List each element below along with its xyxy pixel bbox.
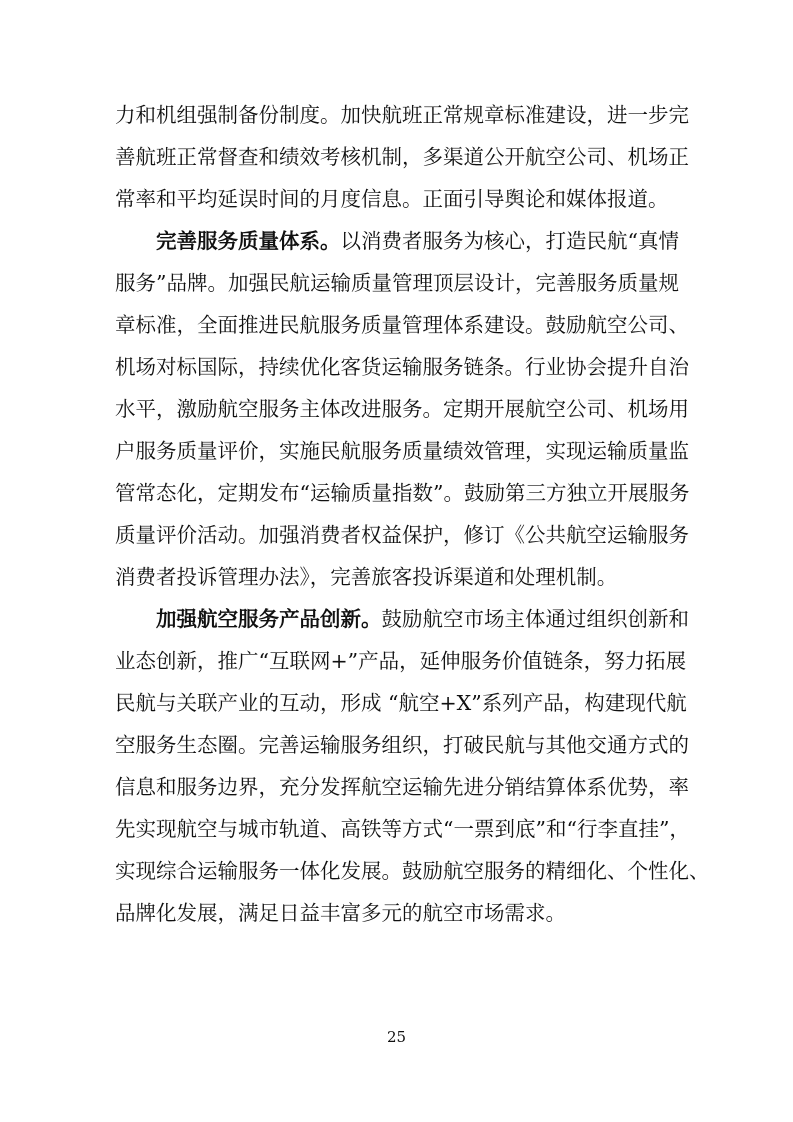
paragraph-2-line-7: 管常态化，定期发布“运输质量指数”。鼓励第三方独立开展服务 (115, 481, 690, 505)
paragraph-3-line-4: 空服务生态圈。完善运输服务组织，打破民航与其他交通方式的 (115, 733, 689, 757)
paragraph-2-first-line (156, 229, 679, 253)
paragraph-3-heading: 加强航空服务产品创新。 (156, 607, 382, 631)
paragraph-3-line-8: 品牌化发展，满足日益丰富多元的航空市场需求。 (115, 901, 566, 925)
paragraph-1-line-3: 常率和平均延误时间的月度信息。正面引导舆论和媒体报道。 (115, 187, 669, 211)
paragraph-2-heading: 完善服务质量体系。 (156, 229, 341, 253)
paragraph-2-line-2: 服务”品牌。加强民航运输质量管理顶层设计，完善服务质量规 (115, 271, 679, 295)
paragraph-2-line-4: 机场对标国际，持续优化客货运输服务链条。行业协会提升自治 (115, 355, 689, 379)
paragraph-2-line-6: 户服务质量评价，实施民航服务质量绩效管理，实现运输质量监 (115, 439, 689, 463)
paragraph-3-line-6: 先实现航空与城市轨道、高铁等方式“一票到底”和“行李直挂”， (115, 817, 690, 841)
paragraph-2-line-9: 消费者投诉管理办法》，完善旅客投诉渠道和处理机制。 (115, 565, 618, 589)
paragraph-3-line-7: 实现综合运输服务一体化发展。鼓励航空服务的精细化、个性化、 (115, 859, 710, 883)
page-number: 25 (386, 1028, 407, 1046)
paragraph-3-first-line (156, 607, 689, 631)
paragraph-2-line-5: 水平，激励航空服务主体改进服务。定期开展航空公司、机场用 (115, 397, 689, 421)
paragraph-3-line-3: 民航与关联产业的互动，形成 “航空+X”系列产品，构建现代航 (115, 691, 687, 715)
paragraph-3-line-5: 信息和服务边界，充分发挥航空运输先进分销结算体系优势，率 (115, 775, 689, 799)
paragraph-2-line-8: 质量评价活动。加强消费者权益保护，修订《公共航空运输服务 (115, 523, 689, 547)
paragraph-3-first-line-text: 鼓励航空市场主体通过组织创新和 (381, 607, 689, 631)
paragraph-2-first-line-text: 以消费者服务为核心，打造民航“真情 (340, 229, 679, 253)
paragraph-1-line-2: 善航班正常督查和绩效考核机制，多渠道公开航空公司、机场正 (115, 145, 689, 169)
paragraph-1-line-1: 力和机组强制备份制度。加快航班正常规章标准建设，进一步完 (115, 103, 689, 127)
paragraph-2-line-3: 章标准，全面推进民航服务质量管理体系建设。鼓励航空公司、 (115, 313, 689, 337)
paragraph-3-line-2: 业态创新，推广“互联网+”产品，延伸服务价值链条，努力拓展 (115, 649, 687, 673)
